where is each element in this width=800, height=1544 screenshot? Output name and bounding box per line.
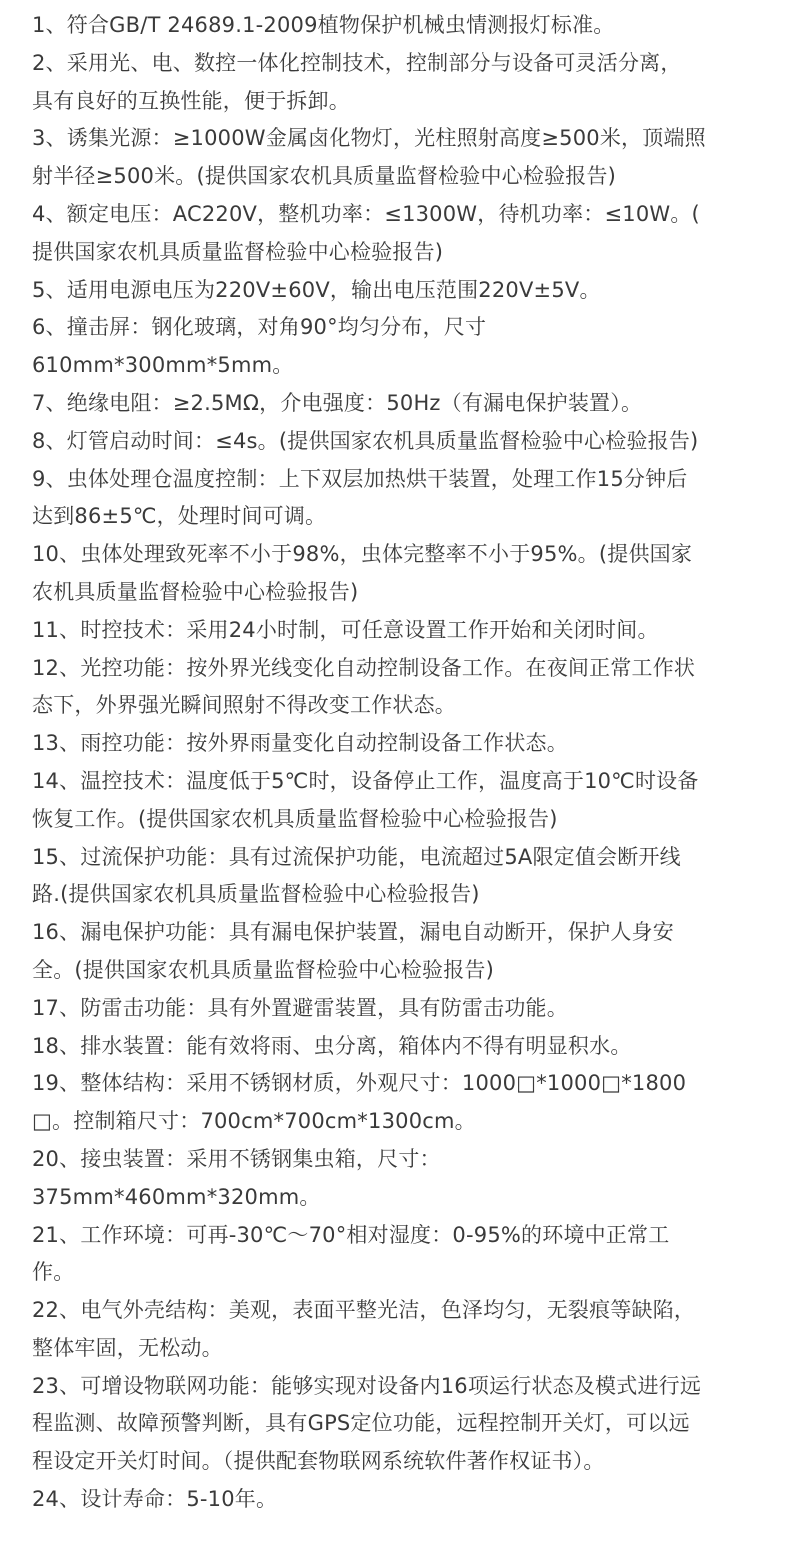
spec-item-23: 23、可增设物联网功能：能够实现对设备内16项运行状态及模式进行远 程监测、故障预警判断，具有GPS定位功能，远程控制开关灯，可以远 程设定开关灯时间。（提供配套物联网系统软件著作权证书）。 bbox=[32, 1373, 702, 1474]
spec-item-1: 1、符合GB/T 24689.1-2009植物保护机械虫情测报灯标准。 bbox=[32, 13, 615, 37]
spec-item-14: 14、温控技术：温度低于5℃时，设备停止工作，温度高于10℃时设备 恢复工作。(提供国家农机具质量监督检验中心检验报告) bbox=[32, 768, 699, 831]
spec-item-16: 16、漏电保护功能：具有漏电保护装置，漏电自动断开，保护人身安 全。(提供国家农机具质量监督检验中心检验报告) bbox=[32, 920, 674, 982]
spec-document bbox=[32, 7, 772, 1519]
spec-item-24: 24、设计寿命：5-10年。 bbox=[32, 1487, 278, 1512]
spec-item-10: 10、虫体处理致死率不小于98%，虫体完整率不小于95%。(提供国家 农机具质量监督检验中心检验报告) bbox=[32, 542, 693, 604]
spec-item-7: 7、绝缘电阻：≥2.5MΩ，介电强度：50Hz（有漏电保护装置）。 bbox=[32, 390, 643, 415]
spec-item-15: 15、过流保护功能：具有过流保护功能，电流超过5A限定值会断开线 路.(提供国家农机具质量监督检验中心检验报告) bbox=[32, 844, 681, 907]
spec-item-21: 21、工作环境：可再-30℃～70°相对湿度：0-95%的环境中正常工 作。 bbox=[32, 1222, 670, 1285]
spec-item-11: 11、时控技术：采用24小时制，可任意设置工作开始和关闭时间。 bbox=[32, 617, 659, 642]
spec-item-6: 6、撞击屏：钢化玻璃，对角90°均匀分布，尺寸 610mm*300mm*5mm。 bbox=[32, 315, 487, 378]
spec-item-4: 4、额定电压：AC220V，整机功率：≤1300W，待机功率：≤10W。( 提供国家农机具质量监督检验中心检验报告) bbox=[32, 201, 700, 264]
spec-item-5: 5、适用电源电压为220V±60V，输出电压范围220V±5V。 bbox=[32, 277, 601, 302]
spec-item-19: 19、整体结构：采用不锈钢材质，外观尺寸：1000□*1000□*1800 □。控制箱尺寸：700cm*700cm*1300cm。 bbox=[32, 1071, 687, 1134]
spec-item-3: 3、诱集光源：≥1000W金属卤化物灯，光柱照射高度≥500米，顶端照 射半径≥500米。(提供国家农机具质量监督检验中心检验报告) bbox=[32, 126, 706, 189]
spec-item-2: 2、采用光、电、数控一体化控制技术，控制部分与设备可灵活分离， 具有良好的互换性能，便于拆卸。 bbox=[32, 50, 682, 113]
spec-item-9: 9、虫体处理仓温度控制：上下双层加热烘干装置，处理工作15分钟后 达到86±5℃，处理时间可调。 bbox=[32, 466, 688, 529]
spec-item-17: 17、防雷击功能：具有外置避雷装置，具有防雷击功能。 bbox=[32, 995, 568, 1020]
spec-item-18: 18、排水装置：能有效将雨、虫分离，箱体内不得有明显积水。 bbox=[32, 1033, 632, 1058]
spec-item-22: 22、电气外壳结构：美观，表面平整光洁，色泽均匀，无裂痕等缺陷， 整体牢固，无松动。 bbox=[32, 1298, 696, 1360]
spec-item-20: 20、接虫装置：采用不锈钢集虫箱，尺寸： 375mm*460mm*320mm。 bbox=[32, 1146, 441, 1209]
spec-item-8: 8、灯管启动时间：≤4s。(提供国家农机具质量监督检验中心检验报告) bbox=[32, 428, 699, 453]
spec-item-13: 13、雨控功能：按外界雨量变化自动控制设备工作状态。 bbox=[32, 731, 568, 756]
spec-item-12: 12、光控功能：按外界光线变化自动控制设备工作。在夜间正常工作状 态下，外界强光瞬间照射不得改变工作状态。 bbox=[32, 655, 696, 718]
